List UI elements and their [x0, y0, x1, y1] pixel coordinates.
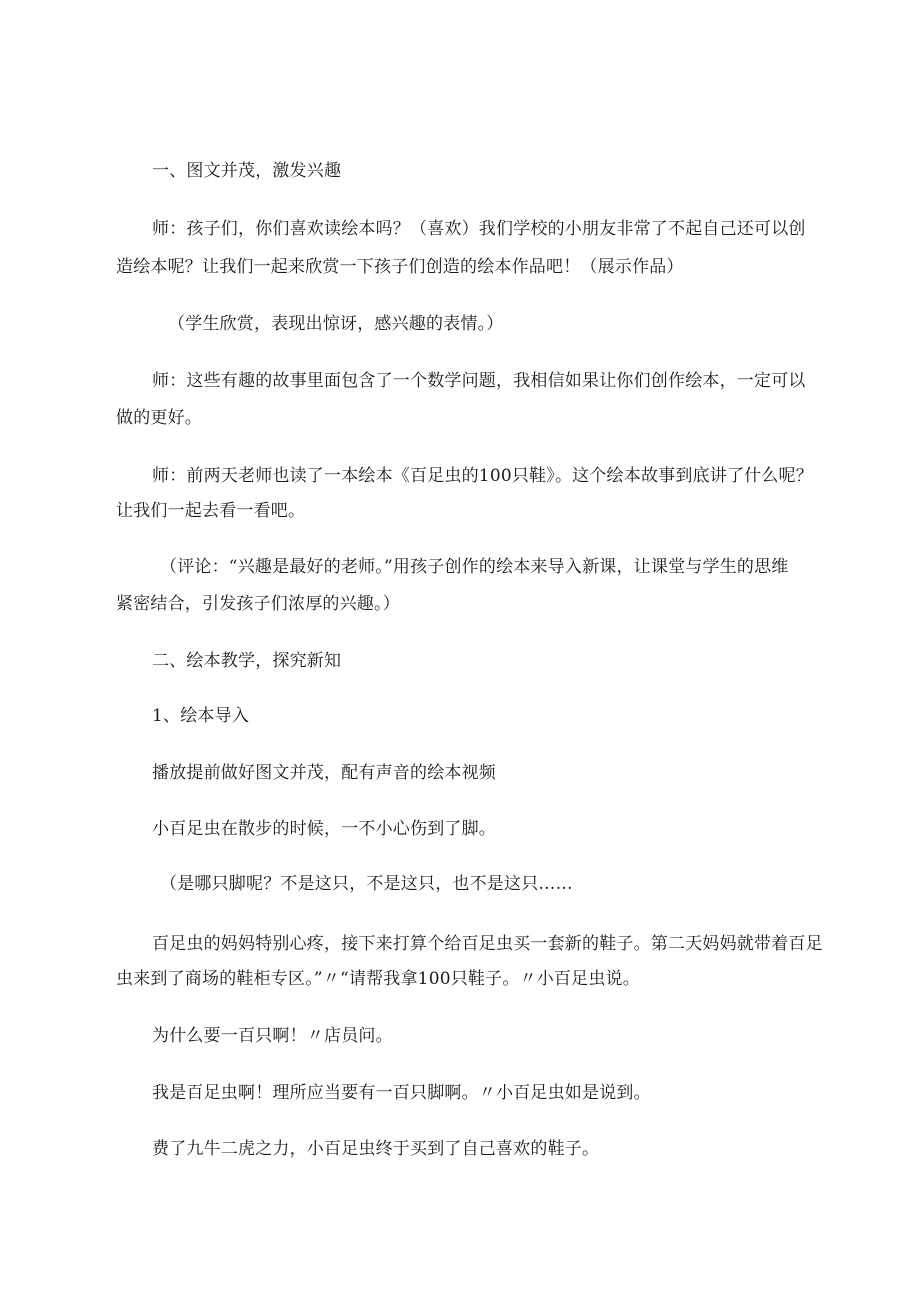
paragraph-line: 师：孩子们，你们喜欢读绘本吗？（喜欢）我们学校的小朋友非常了不起自己还可以创 — [152, 219, 806, 239]
paragraph-line: 百足虫的妈妈特别心疼，接下来打算个给百足虫买一套新的鞋子。第二天妈妈就带着百足 — [152, 934, 823, 954]
paragraph-line: 造绘本呢？让我们一起来欣赏一下孩子们创造的绘本作品吧！（展示作品） — [116, 257, 684, 277]
paragraph-line: 让我们一起去看一看吧。 — [116, 501, 306, 521]
paragraph-line: 做的更好。 — [116, 408, 202, 428]
paragraph-line: 师：这些有趣的故事里面包含了一个数学问题，我相信如果让你们创作绘本，一定可以 — [152, 371, 806, 391]
paragraph-line: （是哪只脚呢？不是这只，不是这只，也不是这只…… — [160, 874, 573, 894]
paragraph-line: （学生欣赏，表现出惊讶，感兴趣的表情。） — [168, 314, 504, 334]
paragraph-line: 虫来到了商场的鞋柜专区。”〃“请帮我拿100只鞋子。〃小百足虫说。 — [116, 969, 640, 989]
paragraph-line: 师：前两天老师也读了一本绘本《百足虫的100只鞋》。这个绘本故事到底讲了什么呢？ — [152, 466, 813, 486]
paragraph-line: 为什么要一百只啊！〃店员问。 — [152, 1026, 393, 1046]
comment-line: （评论：“兴趣是最好的老师。”用孩子创作的绘本来导入新课，让课堂与学生的思维 — [160, 557, 789, 577]
subsection-heading: 1、绘本导入 — [152, 706, 250, 726]
section-heading-1: 一、图文并茂，激发兴趣 — [152, 161, 342, 181]
paragraph-line: 我是百足虫啊！理所应当要有一百只脚啊。〃小百足虫如是说到。 — [152, 1083, 651, 1103]
paragraph-line: 费了九牛二虎之力，小百足虫终于买到了自己喜欢的鞋子。 — [152, 1139, 600, 1159]
section-heading-2: 二、绘本教学，探究新知 — [152, 651, 342, 671]
paragraph-line: 播放提前做好图文并茂，配有声音的绘本视频 — [152, 763, 496, 783]
paragraph-line: 小百足虫在散步的时候，一不小心伤到了脚。 — [152, 819, 496, 839]
comment-line: 紧密结合，引发孩子们浓厚的兴趣。） — [116, 594, 400, 614]
